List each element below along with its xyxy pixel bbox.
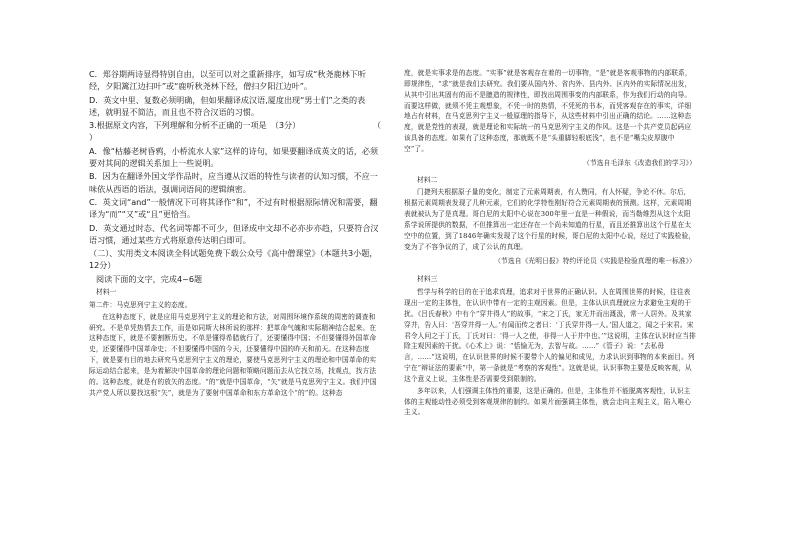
- q3-text: 3.根据原文内容，下列理解和分析不正确的一项是 （3分）: [89, 120, 301, 131]
- left-column: [89, 68, 381, 399]
- material-1-continuation: 度，就是实事求是的态度。“实事”就是客观存在着的一切事物，“是”就是客观事物的内部联系，即规律性，“求”就是我们去研究。我们要从国内外、省内外、县内外、区内外的实际情况出发，从其中引出其固有的而不是臆造的规律性，即找出周围事变的内部联系，作为我们行动的向导。而要这样做，就须不凭主观想象，不凭一时的热情，不凭死的书本，而凭客观存在的事实，详细地占有材料，在马克思列宁主义一般原理的指导下，从这些材料中引出正确的结论。……这种态度，就是党性的表现，就是理论和实际统一的马克思列宁主义的作风。这是一个共产党员起码应该具备的态度。如果有了这种态度，那就既不是“头重脚轻根底浅”，也不是“嘴尖皮厚腹中空”了。: [404, 69, 692, 153]
- right-column: [404, 68, 696, 419]
- material-3-paragraph-1: 哲学与科学的目的在于追求真理，追求对于世界的正确认识。人在周围世界的时候，往往表现出一定的主体性，在认识中带有一定的主观因素。但是，主体认识真理就应力求避免主观的干扰。《吕氏春秋》中有个“穿井得人”的故事，“宋之丁氏，家无井而出溉汲，常一人居外。及其家穿井，告人曰：‘吾穿井得一人。’有闻而传之者曰：‘丁氏穿井得一人。’国人道之，闻之于宋君。宋君令人问之于丁氏，丁氏对曰：‘得一人之使，非得一人于井中也。’”这说明，主体在认识时应当排除主观因素的干扰。《心术上》说：“恬愉无为，去智与故。……”《管子》说：“去私毋言，……”这说明，在认识世界的时候不要带个人的偏见和成见，力求认识到事物的本来面目。列宁在“辩证法的要素”中，第一条就是“考察的客观性”。这就是说，认识事物主要是反映客观，从这个意义上说，主体性是否需要受到限制的。: [404, 288, 696, 383]
- q2-option-c: C．郑谷期两诗显得特别自由，以至可以对之重新排序，如写成“秋尧鹿林下听经，夕阳篱江边扫叶”或“鹿听秋尧林下经，僧扫夕阳江边叶”。: [89, 69, 366, 92]
- material-2-paragraph: 门捷列夫根据原子量的变化，制定了元素周期表，有人赞同，有人怀疑，争论不休。尔后，根据元素周期表发现了几种元素，它们的化学特性刚好符合元素周期表的预测。这样，元素周期表就被认为了是真理。哥白尼的太阳中心说在300年里一直是一种假说，而当勒维烈从这个太阳系学说所提供的数据，不但推算出一定还存在一个尚未知道的行星，而且还推算出这个行星在太空中的位置，到了1846年确实发现了这个行星的时候，哥白尼的太阳中心说，经过了实践检验，变为了不容争议的了，成了公认的真理。: [404, 188, 696, 251]
- q3-paren-close: ）: [89, 132, 98, 143]
- source-2: （节选自《光明日报》特约评论员《实践是检验真理的唯一标准》）: [494, 256, 696, 265]
- q3-option-c: C．英文词“and”一般情况下可将其译作“和”，不过有时根据原际情况和需要，翻译为“而”“又”或“且”更恰当。: [89, 196, 378, 220]
- material-3-label: 材料三: [417, 275, 438, 284]
- material-1-title: 第二件：马克思列宁主义的态度。: [89, 300, 192, 309]
- material-1-paragraph: 在这种态度下，就是应用马克思列宁主义的理论和方法，对周围环境作系统的周密的调查和研究。不是单凭热情去工作，而是如同斯大林所说的那样：把革命气魄和实际精神结合起来。在这种态度下，就是不要割断历史。不单是懂得希腊就行了，还要懂得中国；不但要懂得外国革命史，还要懂得中国革命史；不但要懂得中国的今天，还要懂得中国的昨天和前天。在这种态度下，就是要有目的地去研究马克思列宁主义的理论，要使马克思列宁主义的理论和中国革命的实际运动结合起来，是为着解决中国革命的理论问题和策略问题而去从它找立场，找观点，找方法的。这种态度，就是有的放矢的态度。“的”就是中国革命，“矢”就是马克思列宁主义。我们中国共产党人所以要找这根“矢”，就是为了要射中国革命和东方革命这个“的”的。这种态: [89, 312, 377, 397]
- section-2-heading: （二）、实用类文本阅读全科试题免费下载公众号《高中僧课堂》（本题共3小题，12分）: [89, 248, 378, 271]
- q3-stem: [89, 119, 381, 131]
- material-1-label: 材料一: [96, 288, 117, 297]
- q2-option-d: D．英文中里、复数必须明确，但如果翻译成汉语,厦度出现“男士们”之类的表述，就明显不简洁，而且也不符合汉语的习惯。: [89, 94, 366, 117]
- material-2-label: 材料二: [417, 175, 438, 184]
- q3-option-b: B．因为在翻译外国文学作品时，应当遵从汉语的特性与读者的认知习惯，不应一味依从西语的语法，强调词语间的逻辑缜密。: [89, 171, 378, 194]
- q3-paren: （: [372, 120, 381, 131]
- q3-option-a: A．像“枯藤老树昏鸦，小桥流水人家”这样的诗句，如果要翻译成英文的话，必须要对其间的逻辑关系加上一些说明。: [89, 145, 379, 169]
- material-3-paragraph-2: 多年以来，人们强调主体性的重要，这是正确的。但是，主体性并不能脱离客观性，认识主体的主观能动性必须受到客观规律的制约。如果片面强调主体性，就会走向主观主义，陷入唯心主义。: [404, 386, 692, 417]
- reading-prompt: 阅读下面的文字，完成4~6题: [96, 273, 203, 284]
- source-1: （节选自毛泽东《改造我们的学习》）: [583, 158, 696, 167]
- q3-option-d: D．英文通过时态、代名词等都不可少，但译成中文却不必亦步亦趋，只要符合汉语习惯，通过某些方式将原意传达明白即可。: [89, 222, 379, 245]
